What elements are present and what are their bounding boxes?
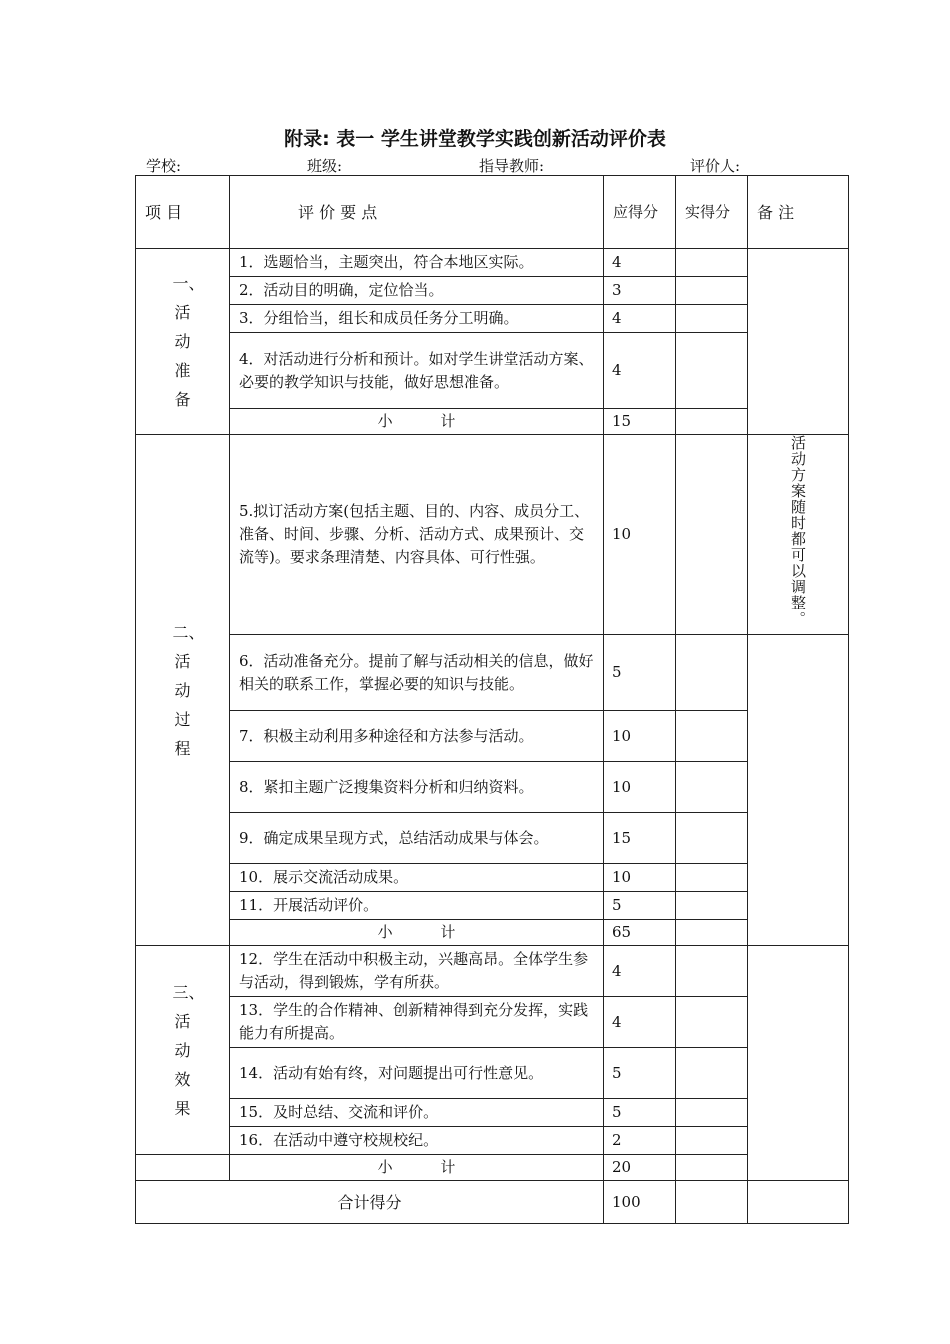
item-text: 12．学生在活动中积极主动，兴趣高昂。全体学生参与活动，得到锻炼，学有所获。 xyxy=(230,946,604,997)
subtotal-label: 小 计 xyxy=(230,920,604,946)
item-score: 15 xyxy=(604,813,676,864)
actual-score-cell[interactable] xyxy=(676,409,748,435)
header-score: 应得分 xyxy=(604,176,676,249)
remark-note: 活动方案随时都可以调整。 xyxy=(789,435,807,627)
total-score: 100 xyxy=(604,1181,676,1224)
table-row xyxy=(136,762,849,813)
teacher-label: 指导教师: xyxy=(479,157,545,175)
actual-score-cell[interactable] xyxy=(676,305,748,333)
item-text: 8．紧扣主题广泛搜集资料分析和归纳资料。 xyxy=(230,762,604,813)
item-score: 5 xyxy=(604,635,676,711)
item-score: 4 xyxy=(604,249,676,277)
evaluator-label: 评价人: xyxy=(690,157,741,175)
section-label-tail xyxy=(136,1155,230,1181)
actual-score-cell[interactable] xyxy=(676,920,748,946)
item-text: 3．分组恰当，组长和成员任务分工明确。 xyxy=(230,305,604,333)
remark-cell xyxy=(748,249,849,435)
header-item: 项 目 xyxy=(136,176,230,249)
item-text: 2．活动目的明确，定位恰当。 xyxy=(230,277,604,305)
class-label: 班级: xyxy=(307,157,343,175)
document-title: 附录: 表一 学生讲堂教学实践创新活动评价表 xyxy=(284,128,666,150)
subtotal-row xyxy=(136,1155,849,1181)
actual-score-cell[interactable] xyxy=(676,946,748,997)
table-row xyxy=(136,1048,849,1099)
total-label: 合计得分 xyxy=(136,1181,604,1224)
school-label: 学校: xyxy=(146,157,182,175)
actual-score-cell[interactable] xyxy=(676,1155,748,1181)
actual-score-cell[interactable] xyxy=(676,1048,748,1099)
item-text: 9．确定成果呈现方式，总结活动成果与体会。 xyxy=(230,813,604,864)
actual-score-cell[interactable] xyxy=(676,711,748,762)
header-row xyxy=(136,176,849,249)
actual-score-cell[interactable] xyxy=(676,635,748,711)
item-score: 4 xyxy=(604,997,676,1048)
total-row xyxy=(136,1181,849,1224)
item-score: 5 xyxy=(604,1099,676,1127)
subtotal-row xyxy=(136,920,849,946)
subtotal-score: 65 xyxy=(604,920,676,946)
item-score: 3 xyxy=(604,277,676,305)
actual-score-cell[interactable] xyxy=(676,277,748,305)
remark-note-cell xyxy=(748,435,849,635)
remark-cell xyxy=(748,946,849,1181)
table-row xyxy=(136,1099,849,1127)
evaluation-table xyxy=(135,175,849,1224)
table-row xyxy=(136,892,849,920)
subtotal-label: 小 计 xyxy=(230,409,604,435)
item-text: 14．活动有始有终，对问题提出可行性意见。 xyxy=(230,1048,604,1099)
table-row xyxy=(136,864,849,892)
section-label: 一、活动准备 xyxy=(136,249,230,435)
table-row xyxy=(136,997,849,1048)
subtotal-row xyxy=(136,409,849,435)
actual-score-cell[interactable] xyxy=(676,813,748,864)
actual-score-cell[interactable] xyxy=(676,864,748,892)
table-row xyxy=(136,711,849,762)
table-row xyxy=(136,333,849,409)
table-row xyxy=(136,277,849,305)
item-text: 16．在活动中遵守校规校纪。 xyxy=(230,1127,604,1155)
item-text: 6．活动准备充分。提前了解与活动相关的信息，做好相关的联系工作，掌握必要的知识与技能。 xyxy=(230,635,604,711)
subtotal-score: 20 xyxy=(604,1155,676,1181)
actual-score-cell[interactable] xyxy=(676,333,748,409)
remark-cell xyxy=(748,1181,849,1224)
table-row xyxy=(136,435,849,635)
item-text: 15．及时总结、交流和评价。 xyxy=(230,1099,604,1127)
item-score: 10 xyxy=(604,435,676,635)
subtotal-score: 15 xyxy=(604,409,676,435)
item-text: 5.拟订活动方案(包括主题、目的、内容、成员分工、准备、时间、步骤、分析、活动方式、成果预计、交流等)。要求条理清楚、内容具体、可行性强。 xyxy=(230,435,604,635)
item-score: 2 xyxy=(604,1127,676,1155)
item-text: 4．对活动进行分析和预计。如对学生讲堂活动方案、必要的教学知识与技能，做好思想准备。 xyxy=(230,333,604,409)
item-score: 4 xyxy=(604,305,676,333)
table-row xyxy=(136,305,849,333)
actual-score-cell[interactable] xyxy=(676,892,748,920)
actual-score-cell[interactable] xyxy=(676,1127,748,1155)
item-text: 7．积极主动利用多种途径和方法参与活动。 xyxy=(230,711,604,762)
item-score: 5 xyxy=(604,892,676,920)
item-score: 10 xyxy=(604,711,676,762)
item-text: 1．选题恰当，主题突出，符合本地区实际。 xyxy=(230,249,604,277)
actual-score-cell[interactable] xyxy=(676,762,748,813)
actual-score-cell[interactable] xyxy=(676,997,748,1048)
section-label: 二、活动过程 xyxy=(136,435,230,946)
item-score: 10 xyxy=(604,864,676,892)
actual-score-cell[interactable] xyxy=(676,1099,748,1127)
item-score: 10 xyxy=(604,762,676,813)
item-score: 4 xyxy=(604,946,676,997)
item-text: 11．开展活动评价。 xyxy=(230,892,604,920)
table-row xyxy=(136,635,849,711)
subtotal-label: 小 计 xyxy=(230,1155,604,1181)
header-actual: 实得分 xyxy=(676,176,748,249)
remark-cell xyxy=(748,635,849,946)
table-row xyxy=(136,813,849,864)
section-label: 三、活动效果 xyxy=(136,946,230,1155)
actual-score-cell[interactable] xyxy=(676,249,748,277)
table-row xyxy=(136,1127,849,1155)
item-score: 5 xyxy=(604,1048,676,1099)
header-points: 评 价 要 点 xyxy=(230,176,604,249)
table-row xyxy=(136,946,849,997)
table-row xyxy=(136,249,849,277)
item-score: 4 xyxy=(604,333,676,409)
header-remark: 备 注 xyxy=(748,176,849,249)
item-text: 10．展示交流活动成果。 xyxy=(230,864,604,892)
actual-total-cell[interactable] xyxy=(676,1181,748,1224)
actual-score-cell[interactable] xyxy=(676,435,748,635)
item-text: 13．学生的合作精神、创新精神得到充分发挥，实践能力有所提高。 xyxy=(230,997,604,1048)
